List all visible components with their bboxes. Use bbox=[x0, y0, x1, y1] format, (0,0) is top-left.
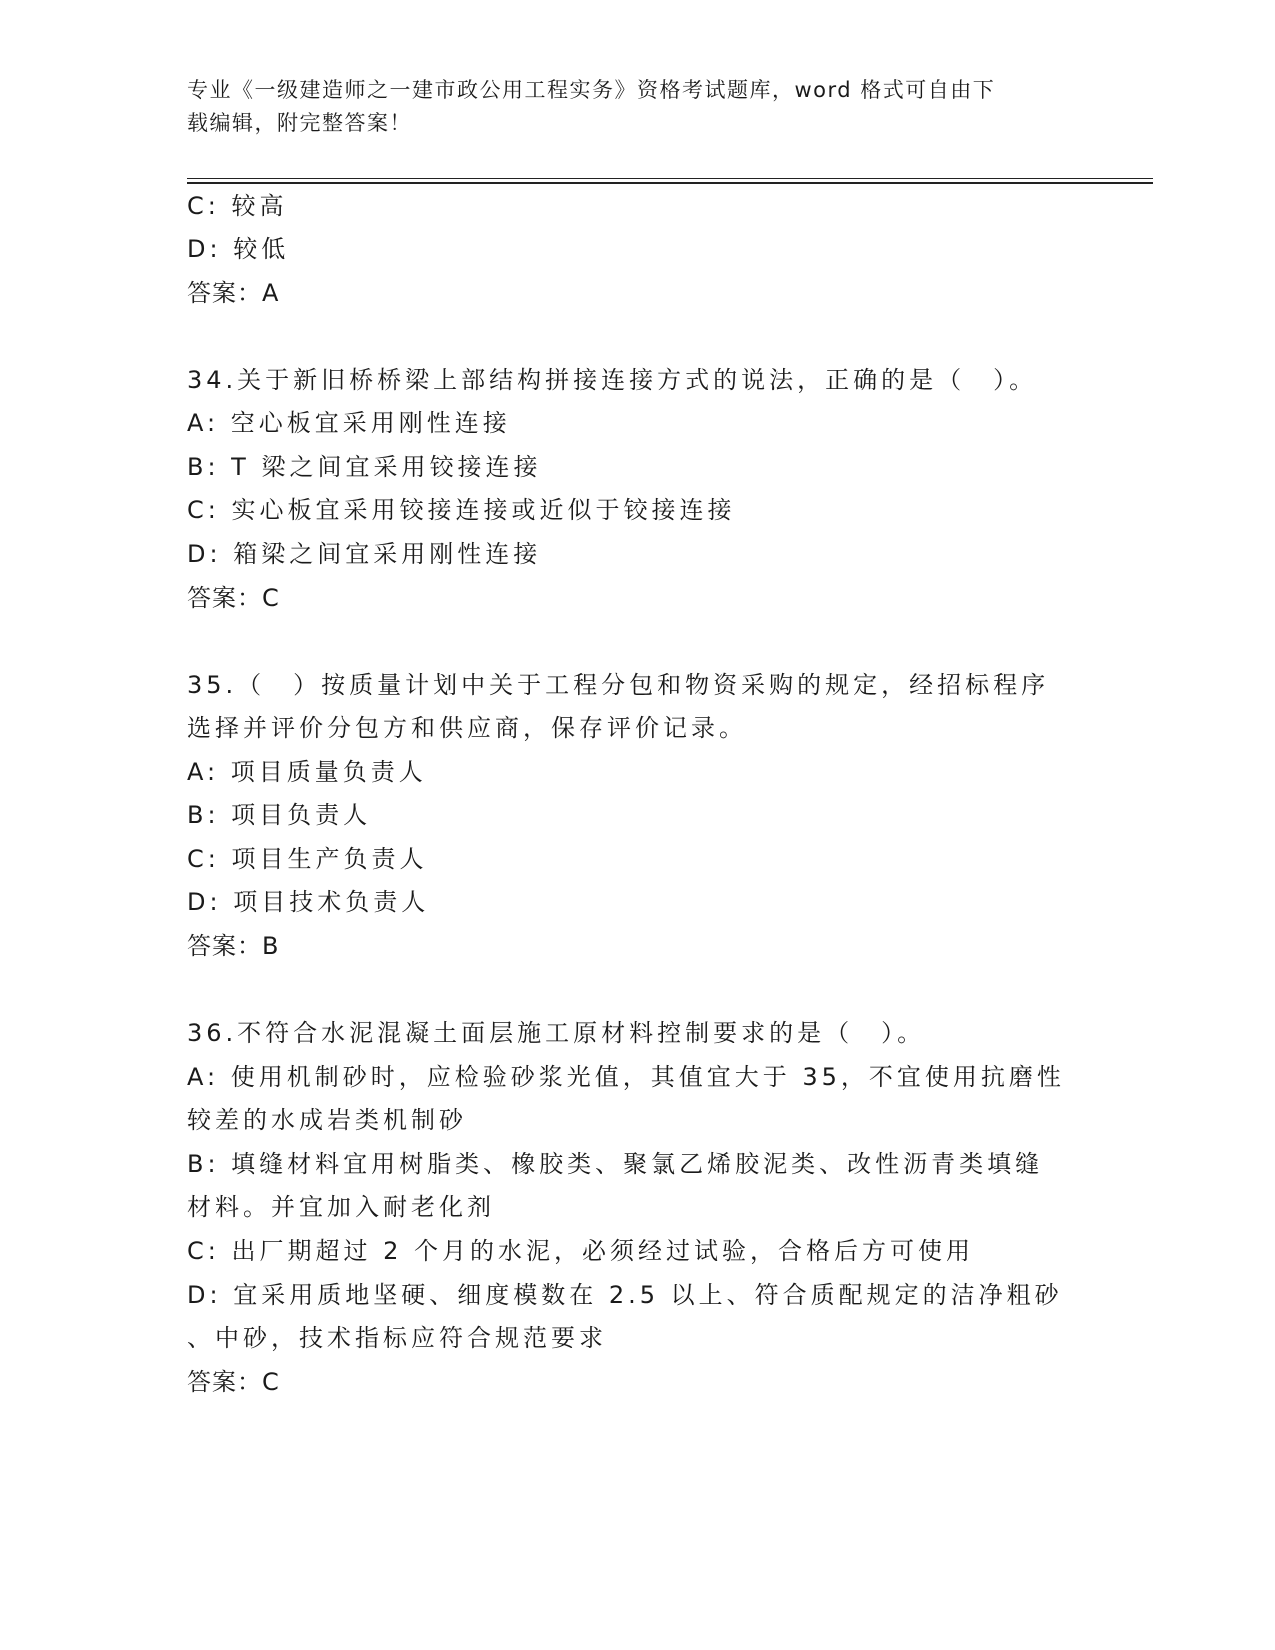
q34-answer: 答案：C bbox=[187, 584, 280, 612]
header-line-1: 专业《一级建造师之一建市政公用工程实务》资格考试题库，word 格式可自由下 bbox=[187, 78, 996, 102]
q36-option-d-line-1: D: 宜采用质地坚硬、细度模数在 2.5 以上、符合质配规定的洁净粗砂 bbox=[187, 1281, 1063, 1309]
q36-option-a-line-2: 较差的水成岩类机制砂 bbox=[187, 1106, 467, 1134]
q33-option-d: D: 较低 bbox=[187, 235, 290, 263]
q34-option-a: A: 空心板宜采用刚性连接 bbox=[187, 409, 511, 437]
header-rule-thin bbox=[187, 178, 1153, 179]
q35-option-b: B: 项目负责人 bbox=[187, 801, 372, 829]
q34-option-b: B: T 梁之间宜采用铰接连接 bbox=[187, 453, 542, 481]
q35-answer: 答案：B bbox=[187, 932, 280, 960]
header-rule-thick bbox=[187, 182, 1153, 184]
q35-stem-line-2: 选择并评价分包方和供应商，保存评价记录。 bbox=[187, 714, 747, 742]
q36-option-b-line-2: 材料。并宜加入耐老化剂 bbox=[187, 1193, 495, 1221]
q35-option-d: D: 项目技术负责人 bbox=[187, 888, 430, 916]
q36-stem: 36.不符合水泥混凝土面层施工原材料控制要求的是（ ）。 bbox=[187, 1019, 926, 1047]
q36-option-b-line-1: B: 填缝材料宜用树脂类、橡胶类、聚氯乙烯胶泥类、改性沥青类填缝 bbox=[187, 1150, 1044, 1178]
q36-option-a-line-1: A: 使用机制砂时，应检验砂浆光值，其值宜大于 35，不宜使用抗磨性 bbox=[187, 1063, 1065, 1091]
q35-option-a: A: 项目质量负责人 bbox=[187, 758, 427, 786]
q36-option-d-line-2: 、中砂，技术指标应符合规范要求 bbox=[187, 1324, 607, 1352]
q35-option-c: C: 项目生产负责人 bbox=[187, 845, 428, 873]
q34-option-d: D: 箱梁之间宜采用刚性连接 bbox=[187, 540, 542, 568]
document-header bbox=[187, 74, 1067, 140]
q36-answer: 答案：C bbox=[187, 1368, 280, 1396]
q34-option-c: C: 实心板宜采用铰接连接或近似于铰接连接 bbox=[187, 496, 736, 524]
q35-stem-line-1: 35.（ ）按质量计划中关于工程分包和物资采购的规定，经招标程序 bbox=[187, 671, 1050, 699]
q33-answer: 答案：A bbox=[187, 279, 280, 307]
q34-stem: 34.关于新旧桥桥梁上部结构拼接连接方式的说法，正确的是（ ）。 bbox=[187, 366, 1038, 394]
header-line-2: 载编辑，附完整答案！ bbox=[187, 111, 412, 135]
q36-option-c: C: 出厂期超过 2 个月的水泥，必须经过试验，合格后方可使用 bbox=[187, 1237, 974, 1265]
q33-option-c: C: 较高 bbox=[187, 192, 288, 220]
